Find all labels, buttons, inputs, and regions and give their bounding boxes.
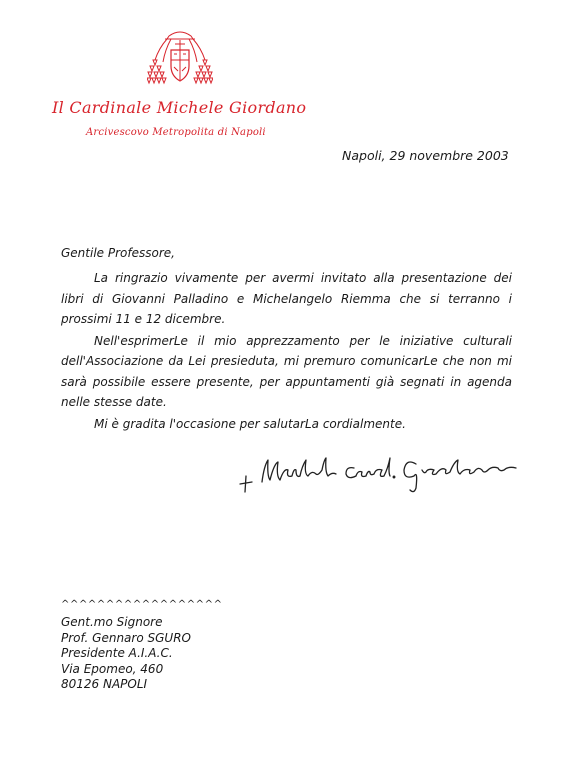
letterhead-title: Arcivescovo Metropolita di Napoli [86,127,266,138]
address-line: Presidente A.I.A.C. [61,646,173,660]
letter-body [61,268,512,435]
paragraph: Nell'esprimerLe il mio apprezzamento per le iniziative culturali dell'Associazione da Lei presieduta, mi premuro comunicarLe che non mi sarà possibile essere presente, per appuntamenti già segnati in agenda nelle stesse date. [61,333,512,409]
letterhead-name: Il Cardinale Michele Giordano [52,98,307,117]
paragraph: Mi è gradita l'occasione per salutarLa cordialmente. [94,416,406,431]
salutation: Gentile Professore, [61,246,175,260]
coat-of-arms-icon [147,26,213,88]
address-line: Gent.mo Signore [61,615,163,629]
paragraph: La ringrazio vivamente per avermi invitato alla presentazione dei libri di Giovanni Palladino e Michelangelo Riemma che si terranno i prossimi 11 e 12 dicembre. [61,271,512,326]
address-line: 80126 NAPOLI [61,677,148,691]
recipient-address [61,615,191,693]
separator-line: ^^^^^^^^^^^^^^^^^^ [61,599,223,610]
letter-date: Napoli, 29 novembre 2003 [342,148,509,163]
address-line: Prof. Gennaro SGURO [61,630,191,645]
handwritten-signature [236,446,526,498]
address-line: Via Epomeo, 460 [61,661,164,676]
